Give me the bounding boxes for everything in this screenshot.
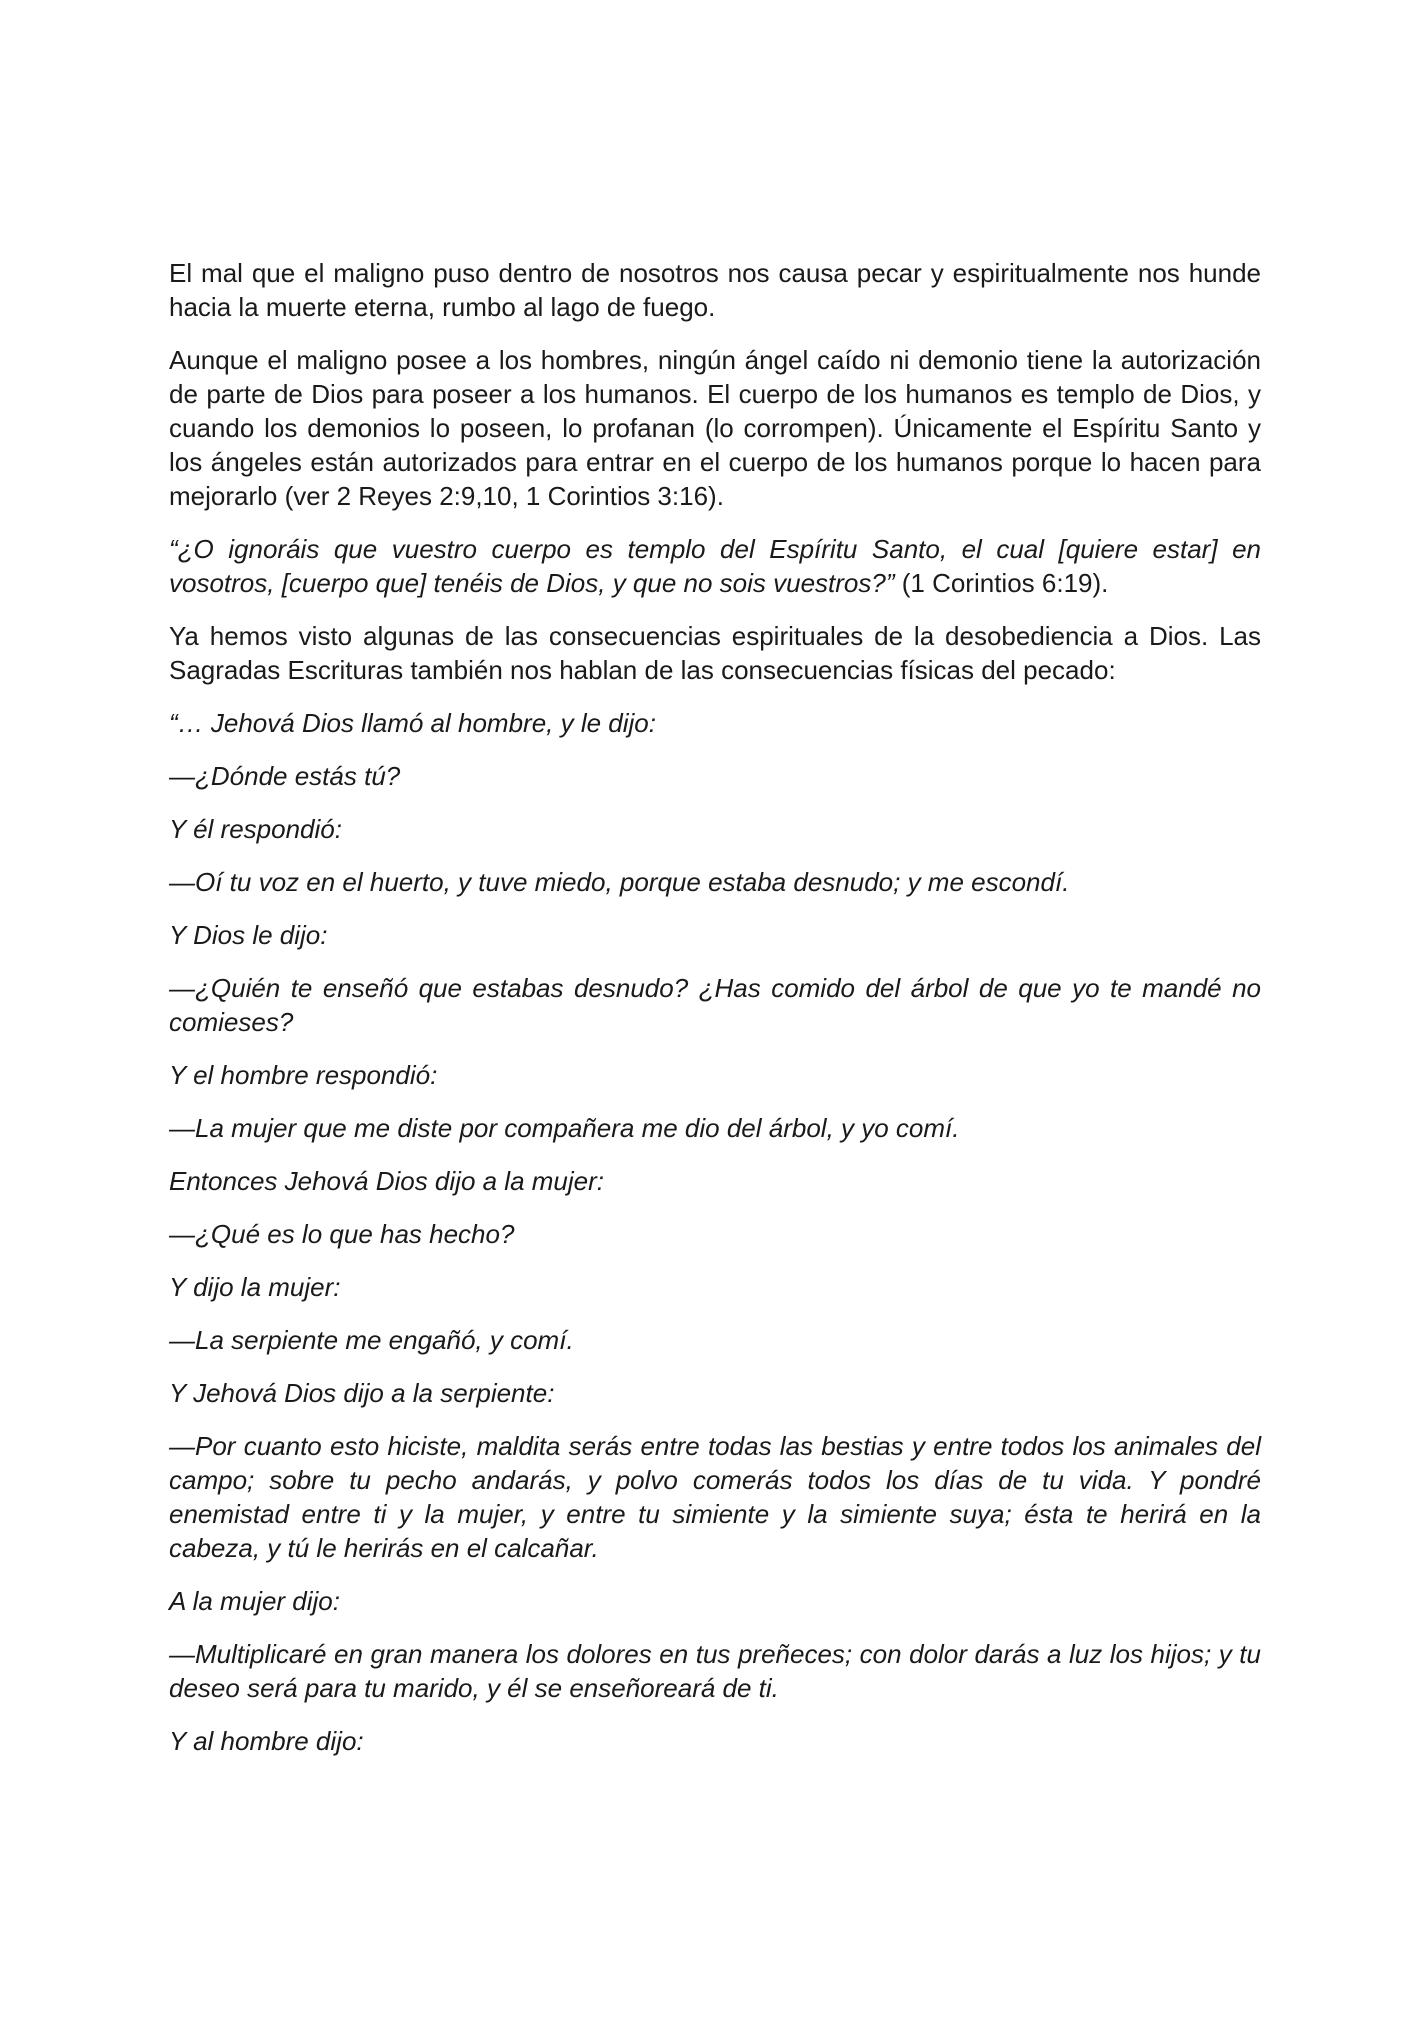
scripture-line: —Oí tu voz en el huerto, y tuve miedo, porque estaba desnudo; y me escondí. [169,867,1070,897]
scripture-line: Y dijo la mujer: [169,1272,341,1302]
scripture-line: —La serpiente me engañó, y comí. [169,1325,574,1355]
scripture-line: Y Jehová Dios dijo a la serpiente: [169,1378,555,1408]
scripture-line: Y el hombre respondió: [169,1060,438,1090]
scripture-line: Entonces Jehová Dios dijo a la mujer: [169,1166,605,1196]
scripture-line: —Multiplicaré en gran manera los dolores en tus preñeces; con dolor darás a luz los hijos; y tu deseo será para tu marido, y él se enseñoreará de ti. [169,1639,1261,1703]
scripture-line: —¿Quién te enseñó que estabas desnudo? ¿Has comido del árbol de que yo te mandé no comieses? [169,973,1261,1037]
paragraph-maligno-pecar: El mal que el maligno puso dentro de nosotros nos causa pecar y espiritualmente nos hunde hacia la muerte eterna, rumbo al lago de fuego. [169,258,1261,322]
scripture-line: A la mujer dijo: [169,1586,340,1616]
scripture-line: —La mujer que me diste por compañera me dio del árbol, y yo comí. [169,1113,960,1143]
paragraph-posesion-demonios: Aunque el maligno posee a los hombres, ningún ángel caído ni demonio tiene la autorización de parte de Dios para poseer a los humanos. El cuerpo de los humanos es templo de Dios, y cuando los demonios lo poseen, lo profanan (lo corrompen). Únicamente el Espíritu Santo y los ángeles están autorizados para entrar en el cuerpo de los humanos porque lo hacen para mejorarlo (ver 2 Reyes 2:9,10, 1 Corintios 3:16). [169,345,1261,511]
scripture-line: Y él respondió: [169,814,342,844]
scripture-line: —¿Dónde estás tú? [169,761,401,791]
scripture-line: —¿Qué es lo que has hecho? [169,1219,515,1249]
quote-text: “¿O ignoráis que vuestro cuerpo es templo del Espíritu Santo, el cual [quiere estar] en vosotros, [cuerpo que] tenéis de Dios, y que no sois vuestros?” [169,534,1261,598]
quote-1-corintios-6-19 [169,532,1261,600]
paragraph-consecuencias: Ya hemos visto algunas de las consecuencias espirituales de la desobediencia a Dios. Las Sagradas Escrituras también nos hablan de las consecuencias físicas del pecado: [169,621,1261,685]
scripture-line: —Por cuanto esto hiciste, maldita serás entre todas las bestias y entre todos los animales del campo; sobre tu pecho andarás, y polvo comerás todos los días de tu vida. Y pondré enemistad entre ti y la mujer, y entre tu simiente y la simiente suya; ésta te herirá en la cabeza, y tú le herirás en el calcañar. [169,1431,1261,1563]
document-page [169,256,1261,1777]
scripture-line: Y al hombre dijo: [169,1726,364,1756]
scripture-line: “… Jehová Dios llamó al hombre, y le dijo: [169,708,656,738]
quote-reference: (1 Corintios 6:19). [894,568,1109,598]
scripture-line: Y Dios le dijo: [169,920,328,950]
